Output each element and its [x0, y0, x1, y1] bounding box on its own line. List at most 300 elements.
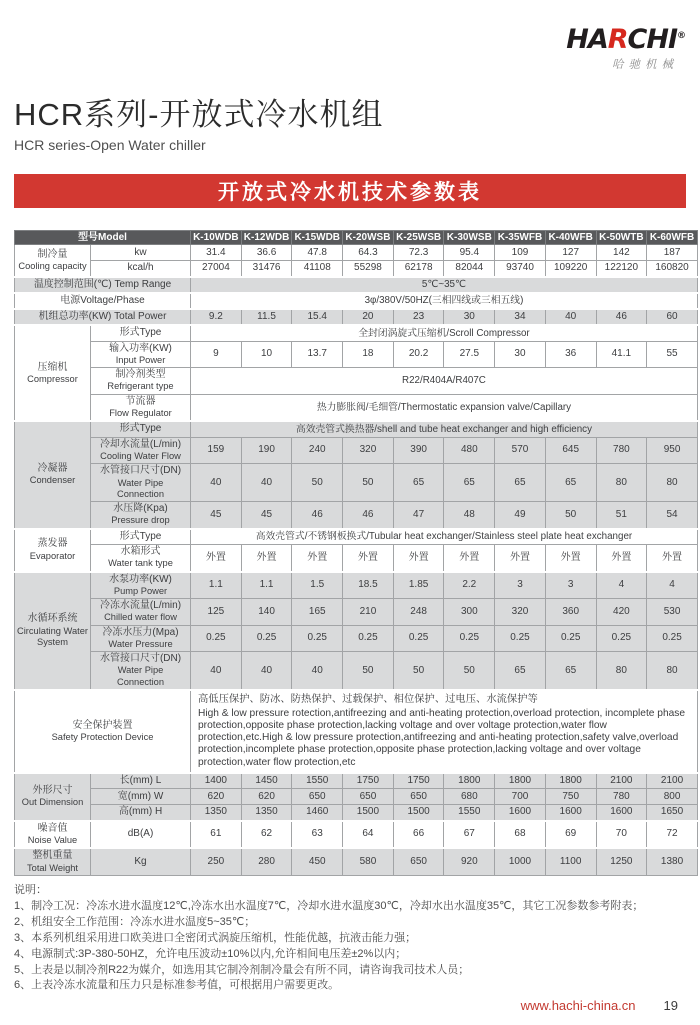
- note-line: 1、制冷工况：冷冻水进水温度12℃,冷冻水出水温度7℃，冷却水进水温度30℃，冷却水出水温度35℃，其它工况参数参考附表；: [14, 899, 644, 912]
- row-label: [91, 421, 191, 437]
- row-label: [91, 437, 191, 464]
- value-cell: 40: [241, 464, 292, 502]
- value-cell: 1750: [343, 773, 394, 789]
- section-label: [15, 325, 91, 421]
- value-cell: 80: [596, 464, 647, 502]
- value-cell: 165: [292, 599, 343, 626]
- value-cell: 40: [191, 464, 242, 502]
- label-line-zh: 机组总功率(KW) Total Power: [38, 311, 167, 323]
- value-cell: 1100: [545, 848, 596, 875]
- label-line-en: Noise Value: [27, 834, 78, 845]
- section-label: [15, 848, 91, 875]
- model-column-header: K-35WFB: [495, 231, 546, 245]
- value-cell: 65: [495, 652, 546, 690]
- safety-text-en: High & low pressure rotection,antifreezing and anti-heating protection,overload protection, incomplete phase protection,opposite phase protection,lacking voltage and over voltage protection,water flow protection,etc.High & low pressure protection,antifreezing and anti-heating protection,safety valve,overload protection,incomplete phase protection,opposite phase protection,lacking voltage and over voltage protection,water flow protection,etc: [198, 707, 686, 768]
- value-cell: 0.25: [393, 625, 444, 652]
- logo-chinese-name: 哈驰机械: [612, 59, 678, 71]
- value-cell: 36.6: [241, 245, 292, 261]
- table-row: [15, 789, 698, 805]
- spec-table-body: [15, 245, 698, 876]
- value-cell: 0.25: [444, 625, 495, 652]
- table-row: [15, 545, 698, 572]
- value-cell: 48: [444, 502, 495, 529]
- value-cell: 外置: [343, 545, 394, 572]
- value-cell: 1250: [596, 848, 647, 875]
- value-cell: 210: [343, 599, 394, 626]
- table-row: [15, 848, 698, 875]
- row-label: [91, 464, 191, 502]
- merged-value: 高效壳管式换热器/shell and tube heat exchanger and high efficiency: [191, 421, 698, 437]
- value-cell: 外置: [647, 545, 698, 572]
- label-line-zh: 冷冻水压力(Mpa): [102, 626, 179, 638]
- value-cell: 68: [495, 821, 546, 849]
- value-cell: 1.1: [191, 572, 242, 599]
- value-cell: 142: [596, 245, 647, 261]
- label-line-en: Flow Regulator: [109, 407, 172, 418]
- value-cell: 46: [292, 502, 343, 529]
- model-header-row: [15, 231, 698, 245]
- value-cell: 1350: [241, 805, 292, 821]
- value-cell: 580: [343, 848, 394, 875]
- value-cell: 55298: [343, 261, 394, 277]
- section-label: [15, 773, 91, 821]
- model-column-header: K-15WDB: [292, 231, 343, 245]
- value-cell: 0.25: [596, 625, 647, 652]
- value-cell: 外置: [495, 545, 546, 572]
- label-line-zh: 形式Type: [119, 327, 162, 339]
- value-cell: 1380: [647, 848, 698, 875]
- table-row: [15, 821, 698, 849]
- value-cell: 3: [545, 572, 596, 599]
- value-cell: 700: [495, 789, 546, 805]
- label-line-zh: 冷却水流量(L/min): [99, 438, 182, 450]
- value-cell: 1350: [191, 805, 242, 821]
- value-cell: 1600: [495, 805, 546, 821]
- value-cell: 50: [545, 502, 596, 529]
- value-cell: 750: [545, 789, 596, 805]
- table-row: [15, 277, 698, 293]
- value-cell: 67: [444, 821, 495, 849]
- value-cell: 11.5: [241, 309, 292, 325]
- value-cell: 外置: [292, 545, 343, 572]
- section-label: [15, 821, 91, 849]
- value-cell: 650: [393, 789, 444, 805]
- spec-table: [14, 230, 698, 876]
- value-cell: 320: [495, 599, 546, 626]
- logo-text-red: R: [607, 24, 628, 55]
- value-cell: 1000: [495, 848, 546, 875]
- value-cell: 620: [241, 789, 292, 805]
- merged-value: 全封闭涡旋式压缩机/Scroll Compressor: [191, 325, 698, 341]
- label-line-en: Chilled water flow: [104, 612, 177, 623]
- label-line-zh: 水管接口尺寸(DN): [99, 465, 182, 477]
- label-line-en: Circulating Water System: [17, 625, 88, 647]
- row-label: [91, 805, 191, 821]
- value-cell: 49: [495, 502, 546, 529]
- row-label: [91, 245, 191, 261]
- value-cell: 65: [545, 464, 596, 502]
- value-cell: 9.2: [191, 309, 242, 325]
- note-line: 4、电源制式:3P-380-50HZ，允许电压波动±10%以内,允许相间电压差±2%以内；: [14, 947, 407, 960]
- value-cell: 250: [191, 848, 242, 875]
- label-line-zh: 噪音值: [37, 822, 68, 834]
- label-line-zh: 高(mm) H: [118, 806, 163, 818]
- value-cell: 45: [191, 502, 242, 529]
- value-cell: 31476: [241, 261, 292, 277]
- merged-value: 5℃~35℃: [191, 277, 698, 293]
- model-column-header: K-25WSB: [393, 231, 444, 245]
- value-cell: 41108: [292, 261, 343, 277]
- value-cell: 122120: [596, 261, 647, 277]
- value-cell: 55: [647, 341, 698, 368]
- harchi-logo: [566, 26, 686, 72]
- row-label: [91, 572, 191, 599]
- value-cell: 0.25: [191, 625, 242, 652]
- row-label: [91, 625, 191, 652]
- value-cell: 1650: [647, 805, 698, 821]
- label-line-zh: dB(A): [127, 828, 154, 840]
- table-row: [15, 341, 698, 368]
- model-column-header: K-12WDB: [241, 231, 292, 245]
- value-cell: 13.7: [292, 341, 343, 368]
- safety-text-zh: 高低压保护、防冰、防热保护、过载保护、相位保护、过电压、水流保护等: [198, 694, 538, 706]
- row-label: [91, 848, 191, 875]
- value-cell: 54: [647, 502, 698, 529]
- value-cell: 2.2: [444, 572, 495, 599]
- label-line-zh: 长(mm) L: [119, 774, 162, 786]
- value-cell: 650: [343, 789, 394, 805]
- safety-protection-text: [191, 690, 698, 773]
- value-cell: 95.4: [444, 245, 495, 261]
- value-cell: 0.25: [241, 625, 292, 652]
- value-cell: 320: [343, 437, 394, 464]
- table-row: [15, 325, 698, 341]
- label-line-zh: 节流器: [125, 395, 156, 407]
- value-cell: 50: [343, 464, 394, 502]
- model-column-header: K-30WSB: [444, 231, 495, 245]
- value-cell: 159: [191, 437, 242, 464]
- label-line-en: Water tank type: [108, 558, 173, 569]
- page-number: 19: [663, 998, 678, 1013]
- row-label: [15, 309, 191, 325]
- section-label: [15, 245, 91, 277]
- value-cell: 1.1: [241, 572, 292, 599]
- row-label: [91, 773, 191, 789]
- model-column-header: K-60WFB: [647, 231, 698, 245]
- value-cell: 18.5: [343, 572, 394, 599]
- label-line-zh: 冷凝器: [37, 463, 68, 475]
- value-cell: 80: [596, 652, 647, 690]
- value-cell: 41.1: [596, 341, 647, 368]
- page-subtitle: HCR series-Open Water chiller: [14, 137, 206, 154]
- value-cell: 10: [241, 341, 292, 368]
- value-cell: 1800: [444, 773, 495, 789]
- value-cell: 外置: [191, 545, 242, 572]
- banner-text: 开放式冷水机技术参数表: [218, 181, 482, 205]
- value-cell: 2100: [596, 773, 647, 789]
- row-label: [15, 690, 191, 773]
- value-cell: 920: [444, 848, 495, 875]
- value-cell: 570: [495, 437, 546, 464]
- value-cell: 40: [545, 309, 596, 325]
- value-cell: 50: [343, 652, 394, 690]
- value-cell: 190: [241, 437, 292, 464]
- value-cell: 3: [495, 572, 546, 599]
- value-cell: 27.5: [444, 341, 495, 368]
- label-line-zh: 电源Voltage/Phase: [60, 294, 145, 306]
- label-line-zh: 形式Type: [119, 530, 162, 542]
- value-cell: 109220: [545, 261, 596, 277]
- value-cell: 外置: [393, 545, 444, 572]
- label-line-en: Compressor: [27, 373, 78, 384]
- logo-wordmark: [566, 26, 686, 53]
- logo-text-black-1: HA: [566, 24, 608, 55]
- table-row: [15, 773, 698, 789]
- value-cell: 645: [545, 437, 596, 464]
- value-cell: 69: [545, 821, 596, 849]
- value-cell: 530: [647, 599, 698, 626]
- label-line-en: Water Pressure: [108, 638, 173, 649]
- value-cell: 240: [292, 437, 343, 464]
- section-label: [15, 572, 91, 690]
- value-cell: 外置: [241, 545, 292, 572]
- value-cell: 64: [343, 821, 394, 849]
- value-cell: 外置: [444, 545, 495, 572]
- merged-value: 热力膨胀阀/毛细管/Thermostatic expansion valve/Capillary: [191, 394, 698, 421]
- model-column-header: K-50WTB: [596, 231, 647, 245]
- value-cell: 20.2: [393, 341, 444, 368]
- value-cell: 51: [596, 502, 647, 529]
- value-cell: 620: [191, 789, 242, 805]
- value-cell: 9: [191, 341, 242, 368]
- value-cell: 18: [343, 341, 394, 368]
- label-line-en: Pressure drop: [111, 515, 170, 526]
- value-cell: 15.4: [292, 309, 343, 325]
- value-cell: 66: [393, 821, 444, 849]
- value-cell: 480: [444, 437, 495, 464]
- label-line-en: Cooling Water Flow: [100, 450, 181, 461]
- note-line: 3、本系列机组采用进口欧美进口全密闭式涡旋压缩机，性能优越，抗液击能力强；: [14, 931, 417, 944]
- notes-list: [14, 899, 700, 995]
- value-cell: 27004: [191, 261, 242, 277]
- value-cell: 0.25: [545, 625, 596, 652]
- value-cell: 420: [596, 599, 647, 626]
- value-cell: 0.25: [647, 625, 698, 652]
- value-cell: 40: [292, 652, 343, 690]
- table-row: [15, 368, 698, 395]
- label-line-zh: 外形尺寸: [32, 785, 73, 797]
- value-cell: 140: [241, 599, 292, 626]
- value-cell: 40: [191, 652, 242, 690]
- label-line-en: Condenser: [29, 475, 76, 486]
- value-cell: 2100: [647, 773, 698, 789]
- label-line-en: Safety Protection Device: [51, 731, 154, 742]
- table-row: [15, 421, 698, 437]
- table-row: [15, 245, 698, 261]
- value-cell: 1500: [343, 805, 394, 821]
- value-cell: 390: [393, 437, 444, 464]
- label-line-en: Pump Power: [113, 585, 168, 596]
- value-cell: 1460: [292, 805, 343, 821]
- value-cell: 450: [292, 848, 343, 875]
- row-label: [91, 394, 191, 421]
- value-cell: 72.3: [393, 245, 444, 261]
- value-cell: 72: [647, 821, 698, 849]
- table-row: [15, 690, 698, 773]
- value-cell: 680: [444, 789, 495, 805]
- value-cell: 80: [647, 652, 698, 690]
- value-cell: 1500: [393, 805, 444, 821]
- label-line-zh: 水泵功率(KW): [109, 573, 172, 585]
- value-cell: 62: [241, 821, 292, 849]
- note-line: 5、上表是以制冷剂R22为媒介，如选用其它制冷剂制冷量会有所不同，请咨询我司技术人员；: [14, 963, 470, 976]
- row-label: [91, 502, 191, 529]
- label-line-en: Out Dimension: [21, 797, 84, 808]
- label-line-zh: 制冷剂类型: [115, 369, 166, 381]
- row-label: [91, 545, 191, 572]
- value-cell: 127: [545, 245, 596, 261]
- value-cell: 187: [647, 245, 698, 261]
- value-cell: 30: [495, 341, 546, 368]
- value-cell: 93740: [495, 261, 546, 277]
- value-cell: 65: [545, 652, 596, 690]
- value-cell: 4: [596, 572, 647, 599]
- value-cell: 31.4: [191, 245, 242, 261]
- section-label: [15, 529, 91, 572]
- model-column-header: K-20WSB: [343, 231, 394, 245]
- label-line-zh: 冷冻水流量(L/min): [99, 600, 182, 612]
- value-cell: 外置: [596, 545, 647, 572]
- note-line: 2、机组安全工作范围：冷冻水进水温度5~35℃；: [14, 915, 256, 928]
- label-line-zh: kcal/h: [127, 262, 154, 274]
- label-line-en: Refrigerant type: [107, 381, 174, 392]
- registered-mark-icon: ®: [677, 31, 686, 41]
- value-cell: 1450: [241, 773, 292, 789]
- label-line-zh: 水压降(Kpa): [113, 503, 168, 515]
- table-row: [15, 394, 698, 421]
- label-line-zh: 输入功率(KW): [109, 342, 172, 354]
- value-cell: 80: [647, 464, 698, 502]
- row-label: [91, 261, 191, 277]
- model-column-header: K-40WFB: [545, 231, 596, 245]
- label-line-en: Input Power: [115, 354, 166, 365]
- model-column-header: K-10WDB: [191, 231, 242, 245]
- table-row: [15, 464, 698, 502]
- value-cell: 160820: [647, 261, 698, 277]
- label-line-en: Evaporator: [29, 550, 76, 561]
- value-cell: 50: [292, 464, 343, 502]
- value-cell: 65: [393, 464, 444, 502]
- value-cell: 1800: [545, 773, 596, 789]
- label-line-zh: 水循环系统: [27, 613, 78, 625]
- value-cell: 1550: [292, 773, 343, 789]
- value-cell: 280: [241, 848, 292, 875]
- table-row: [15, 652, 698, 690]
- label-line-zh: Kg: [134, 855, 147, 867]
- label-line-zh: 水管接口尺寸(DN): [99, 653, 182, 665]
- value-cell: 0.25: [292, 625, 343, 652]
- section-banner: [14, 174, 686, 208]
- value-cell: 780: [596, 437, 647, 464]
- table-row: [15, 805, 698, 821]
- value-cell: 0.25: [495, 625, 546, 652]
- value-cell: 1.85: [393, 572, 444, 599]
- row-label: [91, 529, 191, 545]
- value-cell: 64.3: [343, 245, 394, 261]
- page-footer: [521, 998, 678, 1013]
- value-cell: 1750: [393, 773, 444, 789]
- value-cell: 1800: [495, 773, 546, 789]
- table-row: [15, 261, 698, 277]
- value-cell: 1550: [444, 805, 495, 821]
- notes-block: [14, 883, 700, 995]
- value-cell: 1600: [545, 805, 596, 821]
- table-row: [15, 625, 698, 652]
- value-cell: 40: [241, 652, 292, 690]
- note-line: 6、上表冷冻水流量和压力只是标准参考值，可根据用户需要更改。: [14, 979, 340, 992]
- value-cell: 60: [647, 309, 698, 325]
- value-cell: 1.5: [292, 572, 343, 599]
- value-cell: 650: [292, 789, 343, 805]
- label-line-zh: 水箱形式: [120, 546, 161, 558]
- table-row: [15, 502, 698, 529]
- row-label: [91, 652, 191, 690]
- logo-text-black-2: CHI: [627, 24, 677, 55]
- value-cell: 34: [495, 309, 546, 325]
- value-cell: 125: [191, 599, 242, 626]
- value-cell: 36: [545, 341, 596, 368]
- value-cell: 47.8: [292, 245, 343, 261]
- merged-value: 高效壳管式/不锈钢板换式/Tubular heat exchanger/Stainless steel plate heat exchanger: [191, 529, 698, 545]
- table-row: [15, 599, 698, 626]
- merged-value: R22/R404A/R407C: [191, 368, 698, 395]
- merged-value: 3φ/380V/50HZ(三相四线或三相五线): [191, 293, 698, 309]
- value-cell: 23: [393, 309, 444, 325]
- value-cell: 780: [596, 789, 647, 805]
- table-row: [15, 293, 698, 309]
- value-cell: 62178: [393, 261, 444, 277]
- value-cell: 50: [393, 652, 444, 690]
- value-cell: 1600: [596, 805, 647, 821]
- value-cell: 63: [292, 821, 343, 849]
- label-line-en: Total Weight: [27, 862, 78, 873]
- value-cell: 360: [545, 599, 596, 626]
- label-line-zh: kw: [134, 246, 147, 258]
- label-line-zh: 形式Type: [119, 423, 162, 435]
- value-cell: 46: [343, 502, 394, 529]
- value-cell: 950: [647, 437, 698, 464]
- label-line-en: Cooling capacity: [18, 260, 87, 271]
- table-row: [15, 529, 698, 545]
- value-cell: 20: [343, 309, 394, 325]
- value-cell: 248: [393, 599, 444, 626]
- value-cell: 300: [444, 599, 495, 626]
- row-label: [91, 821, 191, 849]
- label-line-zh: 压缩机: [37, 361, 68, 373]
- label-line-zh: 温度控制范围(℃) Temp Range: [33, 278, 172, 290]
- label-line-zh: 整机重量: [32, 850, 73, 862]
- value-cell: 650: [393, 848, 444, 875]
- value-cell: 50: [444, 652, 495, 690]
- value-cell: 47: [393, 502, 444, 529]
- value-cell: 109: [495, 245, 546, 261]
- row-label: [91, 599, 191, 626]
- website-link[interactable]: www.hachi-china.cn: [520, 998, 636, 1013]
- row-label: [91, 325, 191, 341]
- value-cell: 82044: [444, 261, 495, 277]
- value-cell: 46: [596, 309, 647, 325]
- row-label: [91, 789, 191, 805]
